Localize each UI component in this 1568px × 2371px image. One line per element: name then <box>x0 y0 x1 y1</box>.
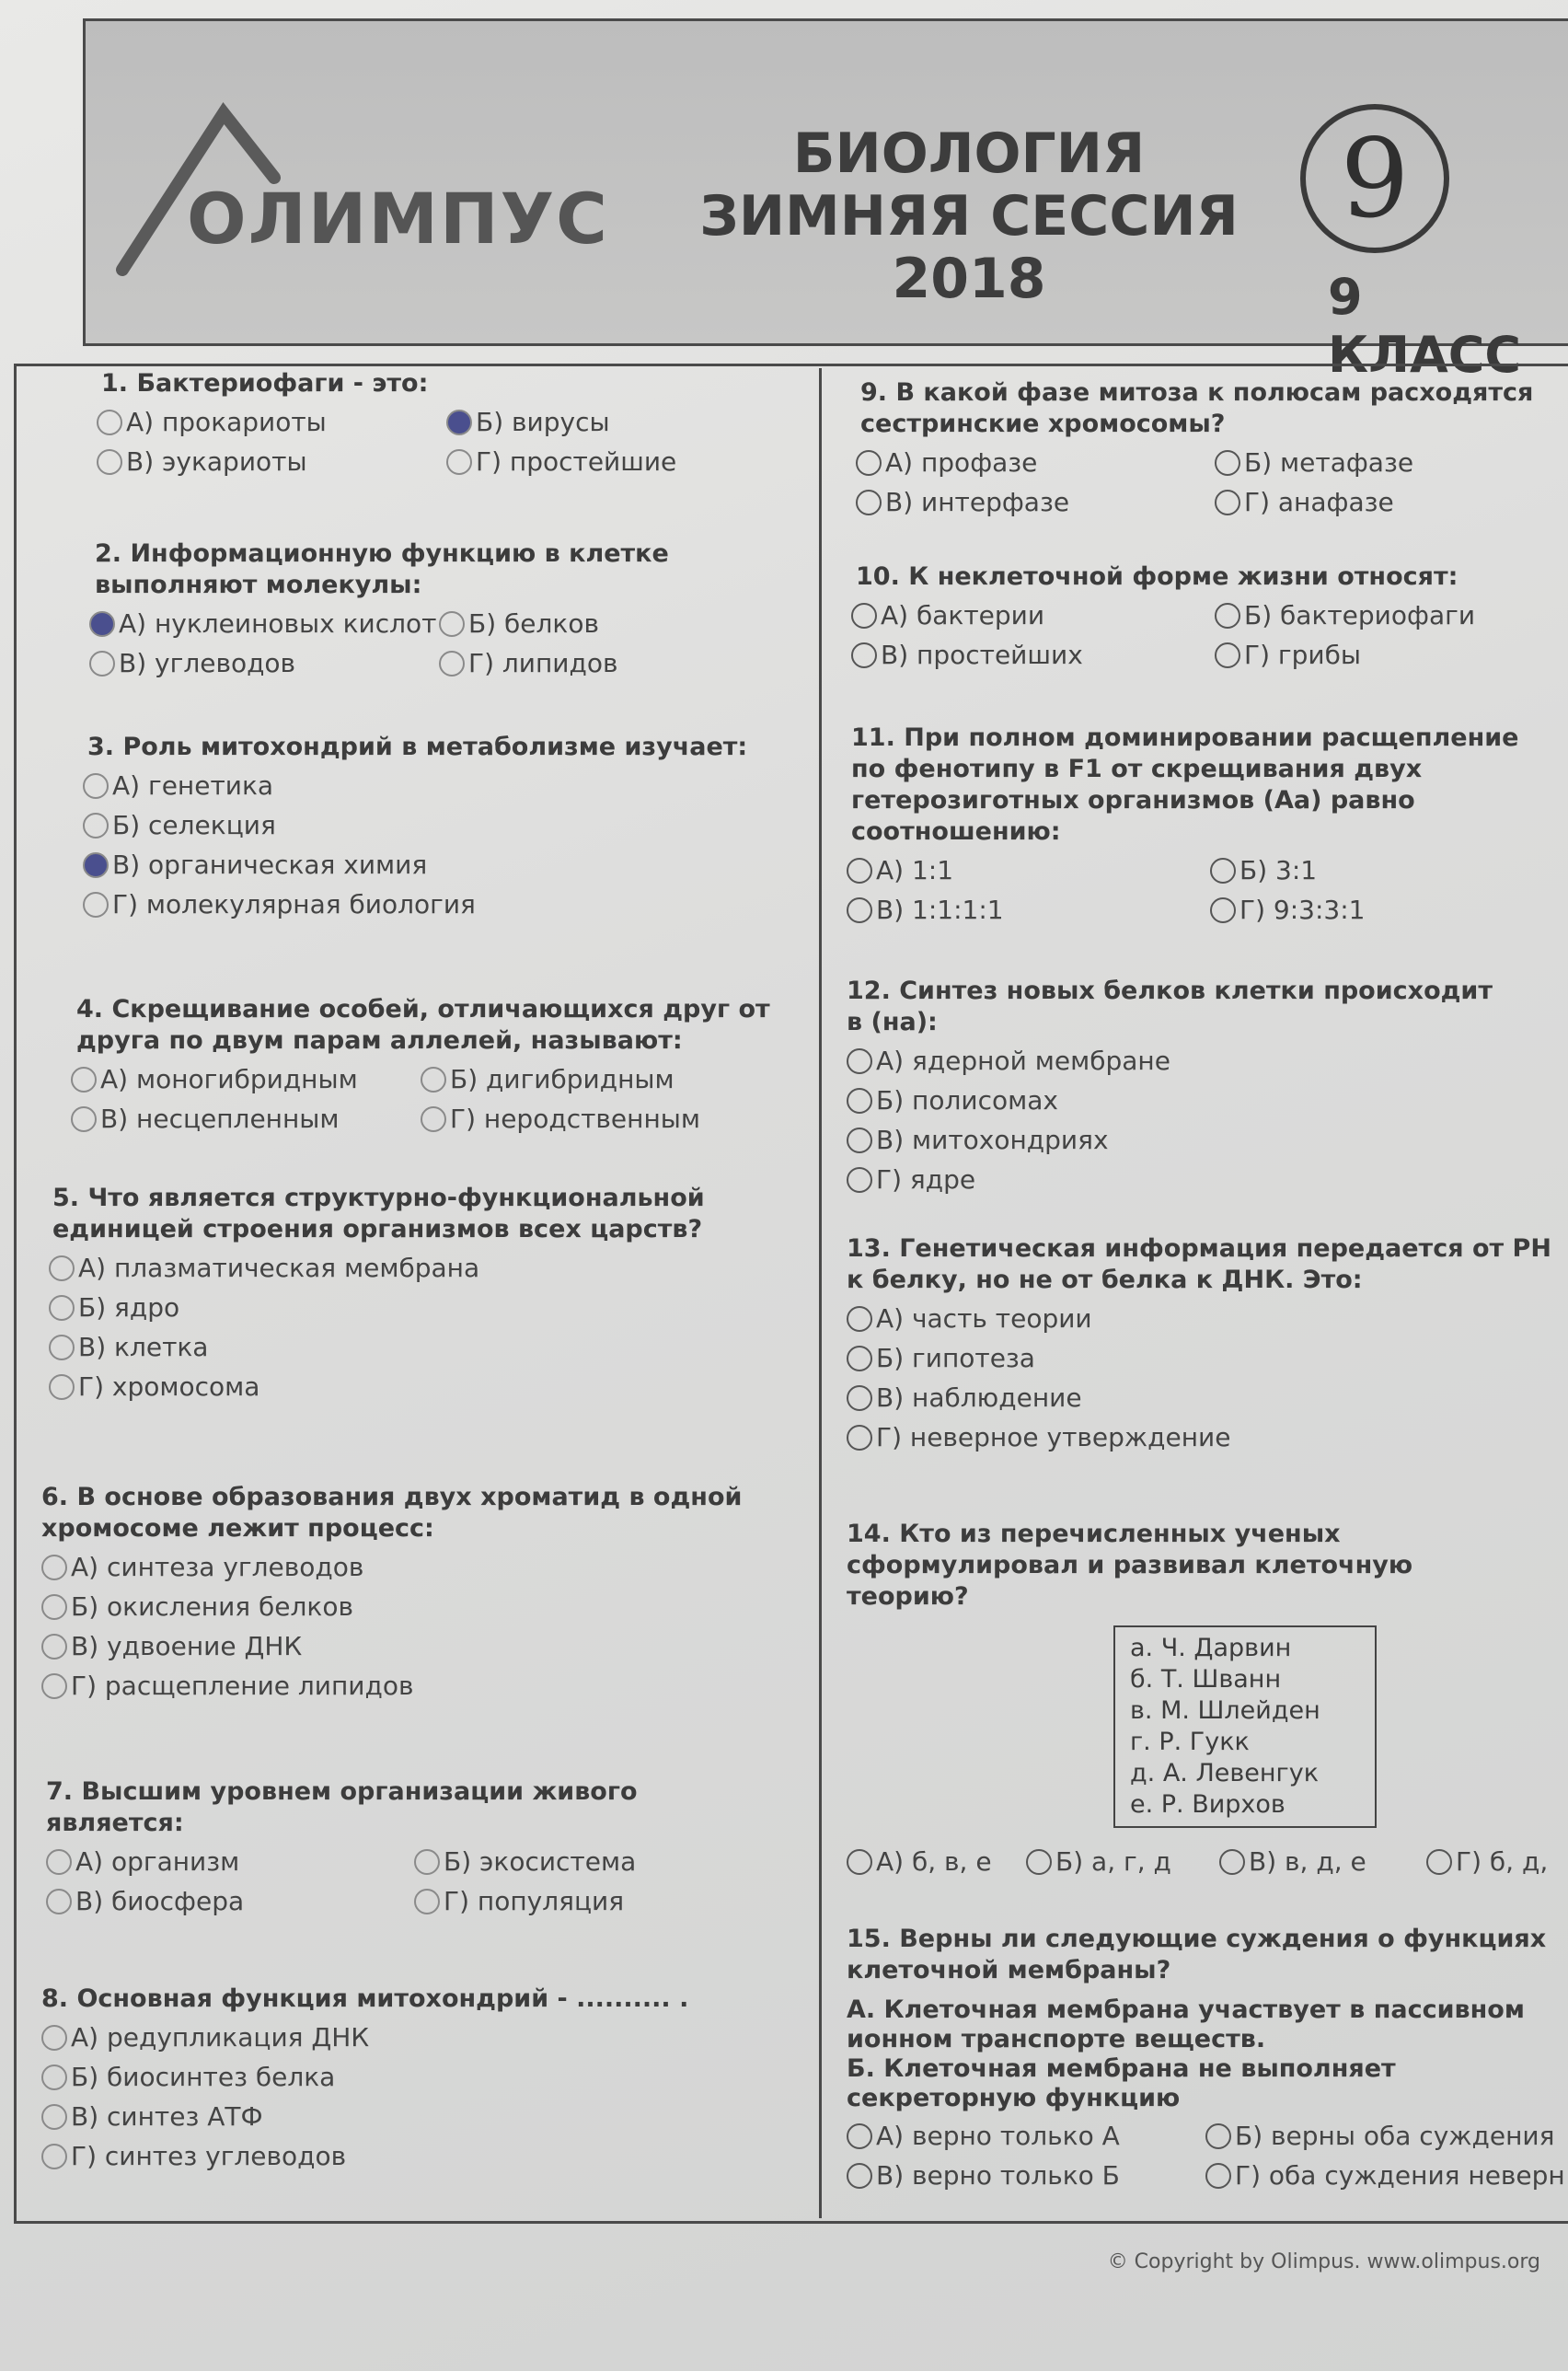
option-g[interactable] <box>446 446 796 477</box>
option-g[interactable] <box>1426 1846 1568 1877</box>
option-label: Б) гипотеза <box>876 1343 1035 1373</box>
option-g[interactable] <box>414 1886 764 1916</box>
option-label: А) часть теории <box>876 1303 1092 1334</box>
radio-button[interactable] <box>1426 1849 1452 1875</box>
option-a[interactable] <box>847 2121 1205 2151</box>
radio-button[interactable] <box>41 1634 67 1660</box>
radio-button[interactable] <box>83 892 109 918</box>
option-label: А) генетика <box>112 770 274 801</box>
option-g[interactable] <box>1205 2160 1568 2191</box>
radio-button[interactable] <box>1210 858 1236 884</box>
radio-button[interactable] <box>847 2123 872 2149</box>
option-label: В) наблюдение <box>876 1382 1082 1413</box>
radio-button[interactable] <box>851 603 877 629</box>
option-a[interactable] <box>851 600 1215 630</box>
option-label: В) митохондриях <box>876 1125 1109 1155</box>
question-5 <box>41 1183 805 1402</box>
title-line: 2018 <box>892 247 1046 311</box>
option-b[interactable] <box>83 810 782 840</box>
radio-button[interactable] <box>1215 490 1240 515</box>
option-label: А) плазматическая мембрана <box>78 1253 480 1283</box>
option-label: Б) белков <box>468 608 599 639</box>
option-b[interactable] <box>49 1292 748 1323</box>
option-label: В) удвоение ДНК <box>71 1631 303 1661</box>
radio-button[interactable] <box>414 1889 440 1914</box>
question-14 <box>847 1519 1568 1877</box>
option-label: Б) полисомах <box>876 1085 1058 1116</box>
question-title: 6. В основе образования двух хроматид в одной хромосоме лежит процесс: <box>41 1483 743 1543</box>
question-title: 11. При полном доминировании расщепление по фенотипу в F1 от скрещивания двух гетерозиготных организмов (Аа) равно соотношению: <box>851 723 1519 846</box>
question-3 <box>41 732 805 919</box>
option-b[interactable] <box>847 1343 1546 1373</box>
option-b[interactable] <box>847 1085 1546 1116</box>
option-v[interactable] <box>847 895 1210 925</box>
radio-button-checked[interactable] <box>89 611 115 637</box>
radio-button[interactable] <box>49 1255 75 1281</box>
radio-button[interactable] <box>851 642 877 668</box>
radio-button[interactable] <box>97 449 122 475</box>
radio-button[interactable] <box>46 1889 72 1914</box>
question-title: 7. Высшим уровнем организации живого является: <box>46 1777 638 1837</box>
option-label: А) моногибридным <box>100 1064 358 1094</box>
title-line: ЗИМНЯЯ СЕССИЯ <box>699 184 1239 249</box>
option-g[interactable] <box>49 1371 748 1402</box>
option-a[interactable] <box>41 2022 741 2053</box>
option-label: Г) популяция <box>444 1886 625 1916</box>
option-label: Б) метафазе <box>1244 447 1414 478</box>
option-label: Г) б, д, <box>1456 1846 1549 1877</box>
radio-button[interactable] <box>439 651 465 677</box>
radio-button[interactable] <box>89 651 115 677</box>
option-g[interactable] <box>41 2141 741 2171</box>
option-label: Г) 9:3:3:1 <box>1239 895 1366 925</box>
option-label: В) эукариоты <box>126 446 307 477</box>
radio-button[interactable] <box>1215 603 1240 629</box>
option-label: А) нуклеиновых кислот <box>119 608 437 639</box>
option-v[interactable] <box>41 1631 741 1661</box>
option-label: Б) дигибридным <box>450 1064 674 1094</box>
radio-button[interactable] <box>1215 450 1240 476</box>
radio-button[interactable] <box>41 2104 67 2130</box>
option-g[interactable] <box>83 889 782 919</box>
copyright-footer: © Copyright by Olimpus. www.olimpus.org <box>1107 2250 1540 2273</box>
question-title: 3. Роль митохондрий в метаболизме изучает: <box>87 733 748 761</box>
option-b[interactable] <box>1215 600 1555 630</box>
radio-button[interactable] <box>847 1048 872 1074</box>
radio-button[interactable] <box>446 449 472 475</box>
radio-button[interactable] <box>1205 2123 1231 2149</box>
option-a[interactable] <box>41 1552 741 1582</box>
radio-button[interactable] <box>847 1849 872 1875</box>
option-label: А) организм <box>75 1846 240 1877</box>
option-v[interactable] <box>97 446 446 477</box>
radio-button[interactable] <box>83 813 109 839</box>
option-v[interactable] <box>49 1332 748 1362</box>
grade-badge: 9 <box>1300 104 1449 253</box>
option-b[interactable] <box>414 1846 764 1877</box>
option-label: Г) липидов <box>468 648 618 678</box>
option-b[interactable] <box>41 2062 741 2092</box>
option-label: А) ядерной мембране <box>876 1046 1170 1076</box>
radio-button[interactable] <box>421 1106 446 1132</box>
option-label: А) верно только А <box>876 2121 1120 2151</box>
option-label: В) органическая химия <box>112 850 428 880</box>
option-label: Б) экосистема <box>444 1846 637 1877</box>
question-title: 13. Генетическая информация передается от РН к белку, но не от белка к ДНК. Это: <box>847 1234 1551 1294</box>
option-label: В) интерфазе <box>885 487 1070 517</box>
option-a[interactable] <box>847 1303 1546 1334</box>
option-g[interactable] <box>41 1671 741 1701</box>
column-divider <box>819 368 822 2218</box>
radio-button[interactable] <box>421 1067 446 1093</box>
radio-button[interactable] <box>41 1555 67 1580</box>
option-label: Г) анафазе <box>1244 487 1394 517</box>
radio-button[interactable] <box>847 1088 872 1114</box>
radio-button[interactable] <box>847 897 872 923</box>
option-a[interactable] <box>847 855 1210 885</box>
option-a[interactable] <box>847 1046 1546 1076</box>
radio-button[interactable] <box>847 858 872 884</box>
option-g[interactable] <box>421 1104 770 1134</box>
radio-button[interactable] <box>856 490 882 515</box>
option-g[interactable] <box>847 1422 1546 1452</box>
question-title: 2. Информационную функцию в клетке выполняют молекулы: <box>95 539 669 599</box>
option-label: В) клетка <box>78 1332 209 1362</box>
radio-button[interactable] <box>41 2144 67 2169</box>
list-item: в. М. Шлейден <box>1130 1696 1320 1725</box>
radio-button[interactable] <box>414 1849 440 1875</box>
option-label: В) биосфера <box>75 1886 245 1916</box>
option-b[interactable] <box>41 1591 741 1622</box>
list-item: д. А. Левенгук <box>1130 1759 1320 1787</box>
option-label: В) углеводов <box>119 648 296 678</box>
question-12 <box>847 976 1568 1195</box>
option-g[interactable] <box>1215 487 1546 517</box>
option-v[interactable] <box>851 640 1215 670</box>
question-1 <box>41 368 805 477</box>
option-label: Г) молекулярная биология <box>112 889 476 919</box>
option-a[interactable] <box>847 1846 1026 1877</box>
question-title: 15. Верны ли следующие суждения о функциях клеточной мембраны? <box>847 1925 1547 1984</box>
radio-button[interactable] <box>71 1106 97 1132</box>
option-b[interactable] <box>1026 1846 1219 1877</box>
option-label: А) синтеза углеводов <box>71 1552 364 1582</box>
option-label: В) синтез АТФ <box>71 2101 263 2132</box>
question-15 <box>847 1924 1568 2191</box>
option-b[interactable] <box>446 407 796 437</box>
radio-button[interactable] <box>1026 1849 1052 1875</box>
statement-b: Б. Клеточная мембрана не выполняет секреторную функцию <box>847 2054 1396 2112</box>
radio-button[interactable] <box>49 1295 75 1321</box>
radio-button[interactable] <box>71 1067 97 1093</box>
option-b[interactable] <box>1210 855 1551 885</box>
list-item: г. Р. Гукк <box>1130 1728 1250 1756</box>
question-10 <box>847 561 1568 670</box>
radio-button[interactable] <box>1219 1849 1245 1875</box>
radio-button[interactable] <box>49 1335 75 1360</box>
option-g[interactable] <box>1215 640 1555 670</box>
option-a[interactable] <box>49 1253 748 1283</box>
option-label: Г) неродственным <box>450 1104 700 1134</box>
option-label: В) 1:1:1:1 <box>876 895 1004 925</box>
question-title: 5. Что является структурно-функциональной единицей строения организмов всех царств? <box>52 1184 705 1243</box>
option-label: А) профазе <box>885 447 1038 478</box>
option-label: В) простейших <box>881 640 1083 670</box>
option-label: Б) 3:1 <box>1239 855 1318 885</box>
option-v[interactable] <box>847 2160 1205 2191</box>
question-title: 8. Основная функция митохондрий - .......... . <box>41 1984 689 2013</box>
radio-button[interactable] <box>1205 2163 1231 2189</box>
option-label: А) прокариоты <box>126 407 327 437</box>
option-label: В) несцепленным <box>100 1104 340 1134</box>
radio-button-checked[interactable] <box>83 852 109 878</box>
radio-button[interactable] <box>49 1374 75 1400</box>
option-v[interactable] <box>83 850 782 880</box>
option-label: Б) верны оба суждения <box>1235 2121 1555 2151</box>
option-v[interactable] <box>41 2101 741 2132</box>
option-a[interactable] <box>71 1064 421 1094</box>
option-b[interactable] <box>439 608 789 639</box>
option-label: А) б, в, е <box>876 1846 992 1877</box>
option-label: Б) ядро <box>78 1292 180 1323</box>
option-label: Г) оба суждения неверн <box>1235 2160 1565 2191</box>
radio-button-checked[interactable] <box>446 410 472 435</box>
option-a[interactable] <box>89 608 439 639</box>
list-item: е. Р. Вирхов <box>1130 1790 1286 1819</box>
grade-label: 9 КЛАСС <box>1328 268 1522 384</box>
radio-button[interactable] <box>41 2025 67 2051</box>
option-label: А) редупликация ДНК <box>71 2022 370 2053</box>
radio-button[interactable] <box>847 1346 872 1371</box>
option-label: Б) биосинтез белка <box>71 2062 336 2092</box>
radio-button[interactable] <box>83 773 109 799</box>
option-v[interactable] <box>89 648 439 678</box>
question-11 <box>847 723 1568 925</box>
option-g[interactable] <box>1210 895 1551 925</box>
radio-button[interactable] <box>847 1128 872 1153</box>
page-title <box>619 122 1319 310</box>
radio-button[interactable] <box>1210 897 1236 923</box>
option-label: Б) а, г, д <box>1055 1846 1171 1877</box>
option-v[interactable] <box>847 1382 1546 1413</box>
question-13 <box>847 1233 1568 1452</box>
option-label: В) верно только Б <box>876 2160 1120 2191</box>
option-label: Г) хромосома <box>78 1371 260 1402</box>
radio-button[interactable] <box>1215 642 1240 668</box>
scientists-list <box>1113 1625 1377 1828</box>
option-label: А) бактерии <box>881 600 1045 630</box>
question-title: 1. Бактериофаги - это: <box>101 369 429 398</box>
option-a[interactable] <box>46 1846 414 1877</box>
question-9 <box>847 377 1568 517</box>
option-v[interactable] <box>71 1104 421 1134</box>
radio-button[interactable] <box>847 1167 872 1193</box>
radio-button[interactable] <box>856 450 882 476</box>
question-title: 10. К неклеточной форме жизни относят: <box>856 562 1458 591</box>
option-label: Г) ядре <box>876 1164 976 1195</box>
option-v[interactable] <box>856 487 1215 517</box>
question-4 <box>41 994 805 1134</box>
option-label: Г) простейшие <box>476 446 677 477</box>
radio-button[interactable] <box>46 1849 72 1875</box>
question-8 <box>41 1984 805 2171</box>
list-item: б. Т. Шванн <box>1130 1665 1282 1694</box>
option-b[interactable] <box>1205 2121 1568 2151</box>
option-g[interactable] <box>847 1164 1546 1195</box>
radio-button[interactable] <box>41 2065 67 2090</box>
radio-button[interactable] <box>41 1594 67 1620</box>
radio-button[interactable] <box>41 1673 67 1699</box>
question-title: 4. Скрещивание особей, отличающихся друг от друга по двум парам аллелей, называют: <box>76 995 770 1055</box>
option-label: Г) грибы <box>1244 640 1361 670</box>
option-b[interactable] <box>421 1064 770 1094</box>
radio-button[interactable] <box>439 611 465 637</box>
radio-button[interactable] <box>847 1385 872 1411</box>
option-label: Г) неверное утверждение <box>876 1422 1231 1452</box>
option-label: В) в, д, е <box>1249 1846 1366 1877</box>
option-label: А) 1:1 <box>876 855 954 885</box>
option-label: Б) окисления белков <box>71 1591 353 1622</box>
question-6 <box>41 1482 805 1701</box>
question-7 <box>41 1776 805 1916</box>
radio-button[interactable] <box>97 410 122 435</box>
option-label: Б) вирусы <box>476 407 610 437</box>
option-a[interactable] <box>83 770 782 801</box>
option-b[interactable] <box>1215 447 1546 478</box>
radio-button[interactable] <box>847 1306 872 1332</box>
option-v[interactable] <box>847 1125 1546 1155</box>
option-label: Г) расщепление липидов <box>71 1671 414 1701</box>
option-v[interactable] <box>1219 1846 1426 1877</box>
logo-text: ОЛИМПУС <box>187 178 609 260</box>
option-a[interactable] <box>856 447 1215 478</box>
option-a[interactable] <box>97 407 446 437</box>
statement-a: А. Клеточная мембрана участвует в пассивном ионном транспорте веществ. <box>847 1995 1525 2053</box>
radio-button[interactable] <box>847 1425 872 1451</box>
question-title: 9. В какой фазе митоза к полюсам расходятся сестринские хромосомы? <box>860 378 1534 438</box>
option-v[interactable] <box>46 1886 414 1916</box>
list-item: а. Ч. Дарвин <box>1130 1634 1292 1662</box>
option-label: Г) синтез углеводов <box>71 2141 347 2171</box>
question-2 <box>41 538 805 678</box>
option-g[interactable] <box>439 648 789 678</box>
title-line: БИОЛОГИЯ <box>792 121 1146 186</box>
question-title: 14. Кто из перечисленных ученых сформулировал и развивал клеточную теорию? <box>847 1520 1413 1611</box>
question-title: 12. Синтез новых белков клетки происходит в (на): <box>847 977 1493 1036</box>
option-label: Б) бактериофаги <box>1244 600 1476 630</box>
option-label: Б) селекция <box>112 810 276 840</box>
radio-button[interactable] <box>847 2163 872 2189</box>
